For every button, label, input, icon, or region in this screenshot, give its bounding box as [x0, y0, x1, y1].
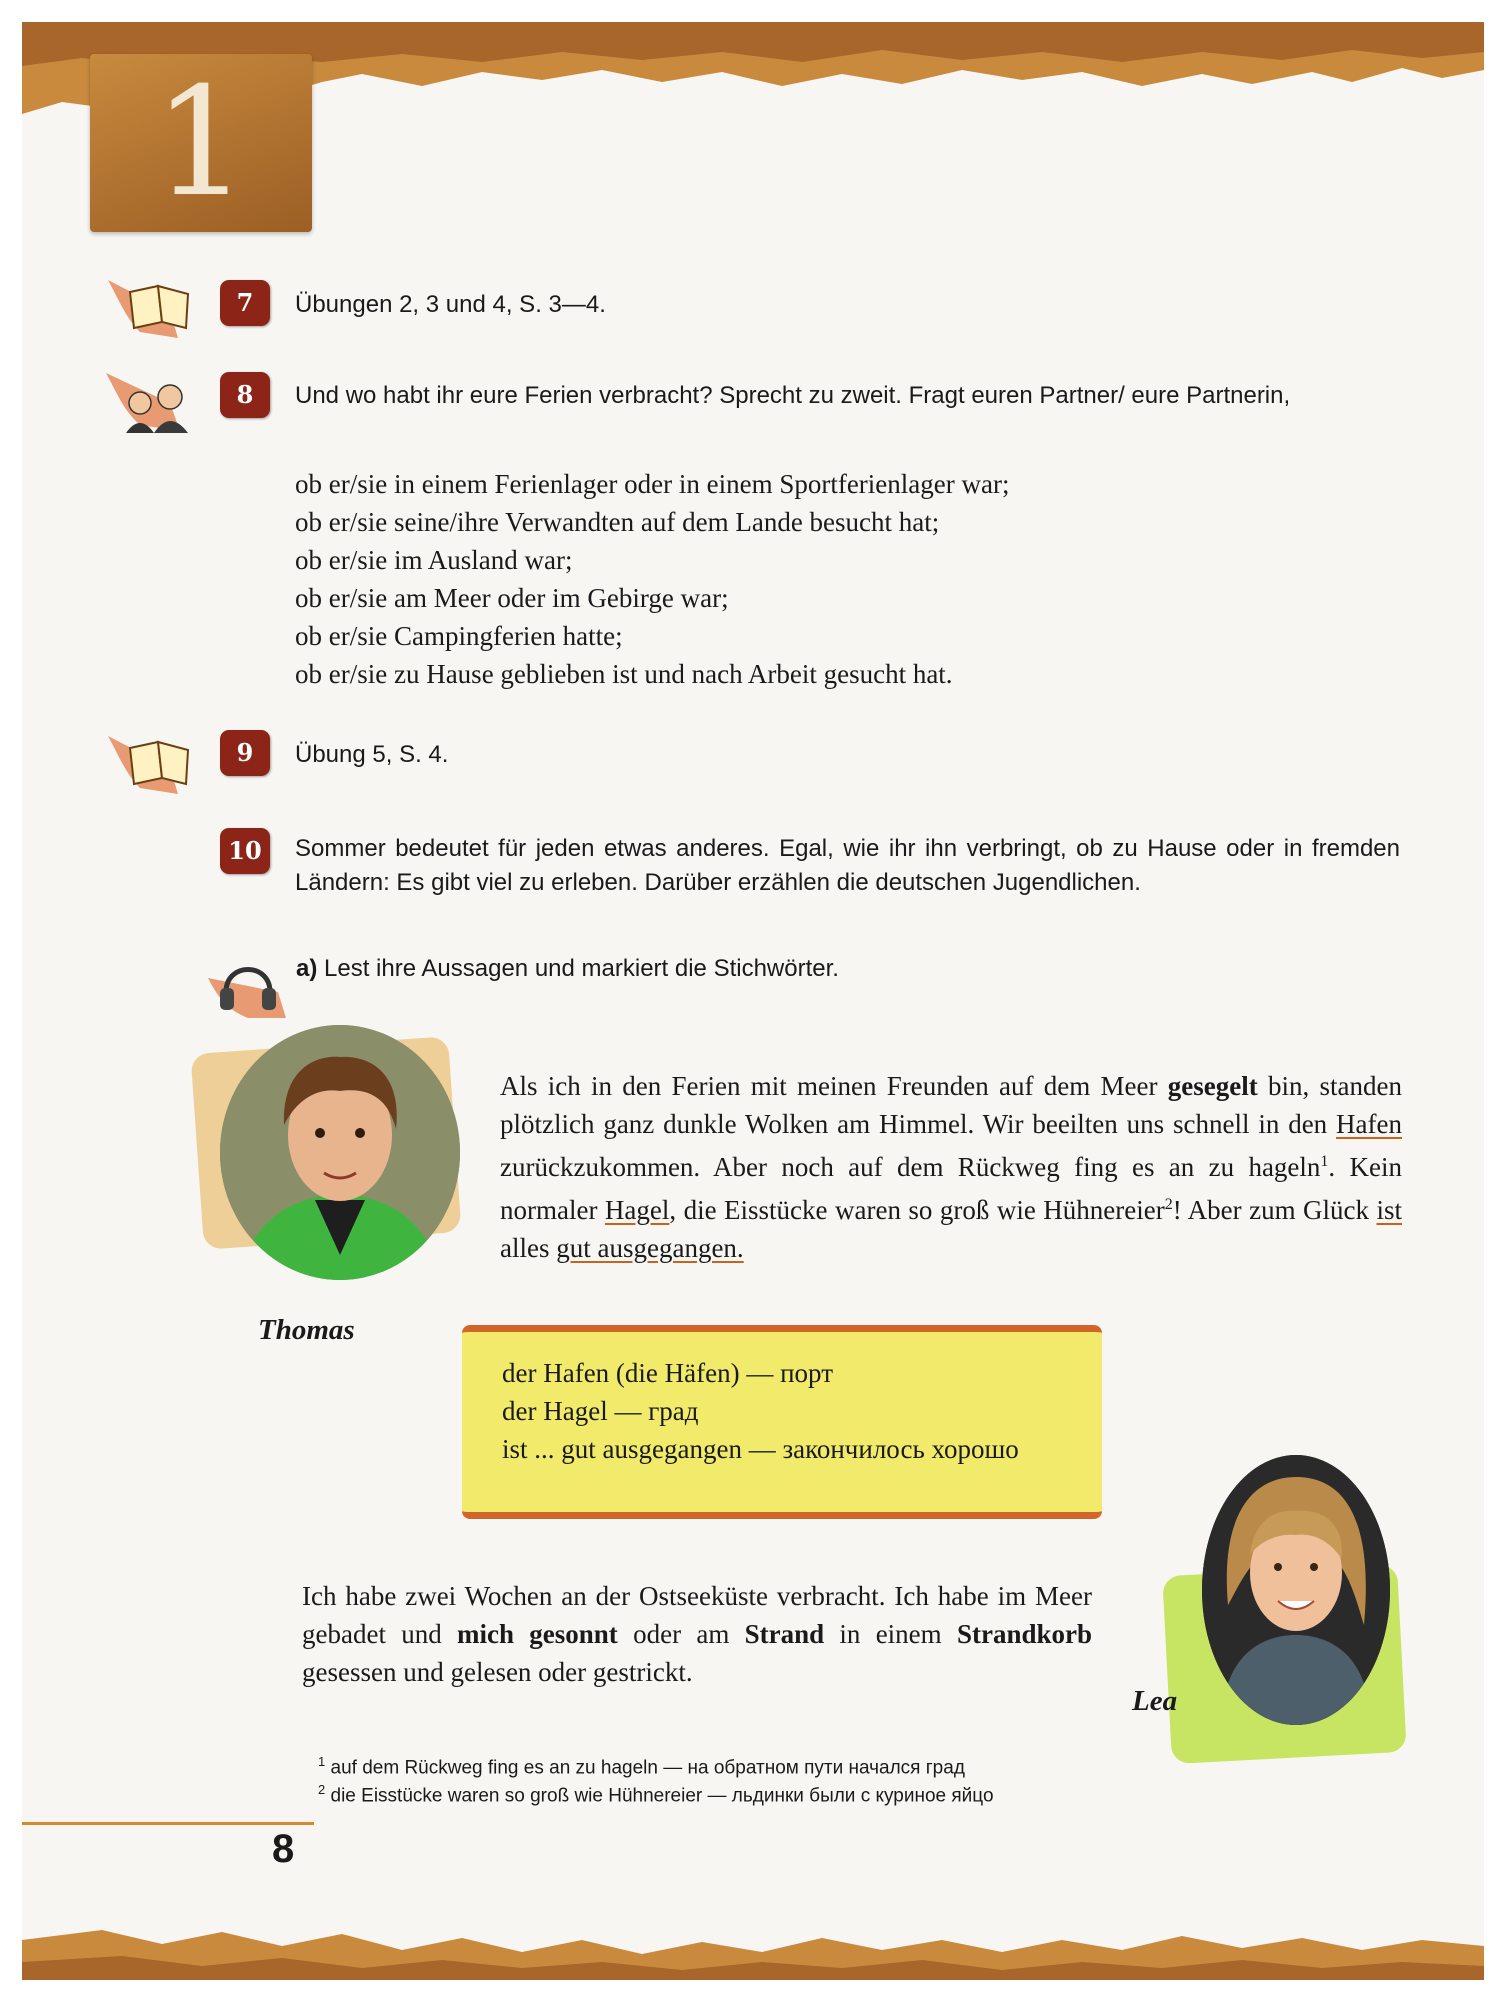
vocabulary-item: der Hafen (die Häfen) — порт — [502, 1358, 834, 1388]
footnote-2 — [318, 1777, 994, 1809]
page-number-divider — [22, 1822, 314, 1825]
keyword-ist: ist — [1376, 1195, 1403, 1225]
footnote-ref-1: 1 — [1320, 1153, 1329, 1170]
task-10-text: Sommer bedeutet für jeden etwas anderes. Egal, wie ihr ihn verbringt, ob zu Hause oder in fremden Ländern: Es gibt viel zu erleben. Darüber erzählen die deutschen Jugendlichen. — [295, 835, 1400, 896]
thomas-statement — [500, 1067, 1402, 1267]
lea-text-2: oder am — [617, 1619, 745, 1649]
subtask-a-label: a) — [296, 955, 318, 982]
pair-talk-icon — [100, 367, 210, 442]
headphones-icon — [208, 948, 288, 1025]
question-item: ob er/sie seine/ihre Verwandten auf dem Lande besucht hat; — [295, 507, 940, 537]
question-list — [295, 465, 1009, 693]
question-item: ob er/sie im Ausland war; — [295, 545, 573, 575]
footnote-ref-2: 2 — [1164, 1196, 1173, 1213]
keyword-mich-gesonnt: mich gesonnt — [457, 1619, 618, 1649]
task-8-text: Und wo habt ihr eure Ferien verbracht? Sprecht zu zweit. Fragt euren Partner/ eure Partnerin, — [295, 382, 1291, 409]
question-item: ob er/sie am Meer oder im Gebirge war; — [295, 583, 729, 613]
lea-statement — [302, 1577, 1092, 1691]
lea-photo — [1202, 1455, 1390, 1725]
lea-text-4: gesessen und gelesen oder gestrickt. — [302, 1657, 693, 1687]
footnote-2-text: die Eisstücke waren so groß wie Hühnereier — льдинки были с куриное яйцо — [330, 1785, 994, 1807]
thomas-text-1: Als ich in den Ferien mit meinen Freunden auf dem Meer — [500, 1071, 1168, 1101]
chapter-number: 1 — [153, 56, 249, 230]
lea-text-3: in einem — [824, 1619, 957, 1649]
thomas-text-5: , die Eisstücke waren so groß wie Hühnereier — [669, 1195, 1165, 1225]
vocabulary-box — [462, 1325, 1102, 1519]
task-9-badge: 9 — [220, 730, 270, 776]
thomas-text-2: bin, standen plötzlich ganz dunkle Wolken am Himmel. Wir beeilten uns schnell in den — [500, 1071, 1402, 1139]
lea-name: Lea — [1132, 1685, 1178, 1717]
question-item: ob er/sie Campingferien hatte; — [295, 621, 623, 651]
textbook-page — [22, 22, 1484, 1980]
vocabulary-item: ist ... gut ausgegangen — закончилось хорошо — [502, 1434, 1019, 1464]
torn-paper-bottom-decoration — [22, 1910, 1484, 1980]
page-number: 8 — [272, 1827, 295, 1871]
footnote-1-number: 1 — [318, 1754, 326, 1769]
task-9-text: Übung 5, S. 4. — [295, 741, 449, 768]
question-item: ob er/sie in einem Ferienlager oder in einem Sportferienlager war; — [295, 469, 1010, 499]
question-item: ob er/sie zu Hause geblieben ist und nach Arbeit gesucht hat. — [295, 659, 953, 689]
thomas-text-7: alles — [500, 1233, 557, 1263]
keyword-gesegelt: gesegelt — [1167, 1071, 1258, 1101]
keyword-strand: Strand — [744, 1619, 825, 1649]
footnote-2-number: 2 — [318, 1782, 326, 1797]
book-hand-icon — [100, 272, 210, 347]
keyword-gut-ausgegangen: gut ausgegangen. — [556, 1233, 744, 1263]
keyword-strandkorb: Strandkorb — [956, 1619, 1092, 1649]
chapter-number-box — [90, 54, 312, 232]
thomas-text-6: ! Aber zum Glück — [1172, 1195, 1377, 1225]
thomas-name: Thomas — [258, 1314, 355, 1346]
task-7-badge: 7 — [220, 280, 270, 326]
thomas-photo — [220, 1025, 460, 1280]
footnote-1-text: auf dem Rückweg fing es an zu hageln — на обратном пути начался град — [330, 1757, 965, 1779]
subtask-a-text: Lest ihre Aussagen und markiert die Stichwörter. — [324, 955, 839, 982]
vocabulary-list — [502, 1354, 1019, 1468]
subtask-a — [296, 952, 839, 986]
thomas-text-3: zurückzukommen. Aber noch auf dem Rückweg fing es an zu hageln — [500, 1152, 1321, 1182]
task-7-text: Übungen 2, 3 und 4, S. 3—4. — [295, 291, 606, 318]
task-8-badge: 8 — [220, 372, 270, 418]
keyword-hagel: Hagel — [604, 1195, 670, 1225]
thomas-text-4: . Kein normaler — [500, 1152, 1402, 1225]
vocabulary-item: der Hagel — град — [502, 1396, 699, 1426]
lea-text-1: Ich habe zwei Wochen an der Ostseeküste verbracht. Ich habe im Meer gebadet und — [302, 1581, 1092, 1649]
book-hand-icon — [100, 728, 210, 803]
keyword-hafen: Hafen — [1336, 1109, 1402, 1139]
task-10-badge: 10 — [220, 828, 270, 874]
